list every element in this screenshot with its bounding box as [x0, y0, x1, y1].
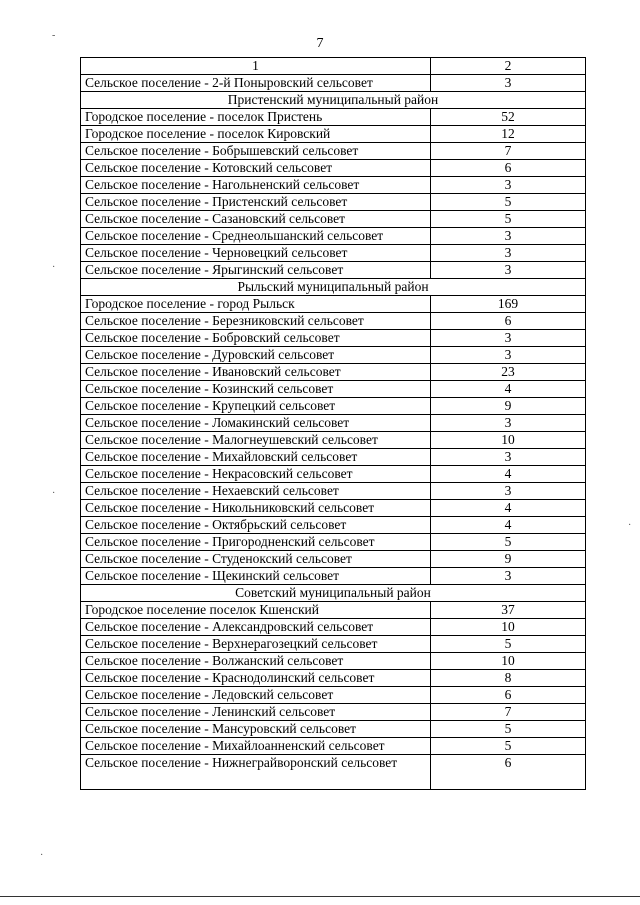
- settlement-value: 5: [431, 194, 586, 211]
- settlement-name: Сельское поселение - Пригородненский сельсовет: [81, 534, 431, 551]
- table-header-row: [81, 58, 586, 75]
- settlement-name: Сельское поселение - Некрасовский сельсовет: [81, 466, 431, 483]
- table-row: [81, 432, 586, 449]
- table-row: [81, 687, 586, 704]
- settlement-name: Сельское поселение - Малогнеушевский сельсовет: [81, 432, 431, 449]
- settlement-name: Сельское поселение - Березниковский сельсовет: [81, 313, 431, 330]
- settlement-value: 12: [431, 126, 586, 143]
- settlement-value: 3: [431, 347, 586, 364]
- table-row: [81, 721, 586, 738]
- page-number: 7: [316, 36, 324, 51]
- settlement-name: Городское поселение - город Рыльск: [81, 296, 431, 313]
- scan-mark: ·: [628, 520, 632, 531]
- table-row: [81, 296, 586, 313]
- district-name: Советский муниципальный район: [81, 585, 586, 602]
- table-row: [81, 177, 586, 194]
- settlement-value: 5: [431, 636, 586, 653]
- settlement-name: Сельское поселение - Михайловский сельсовет: [81, 449, 431, 466]
- settlement-name: Сельское поселение - Нижнеграйворонский сельсовет: [81, 755, 431, 790]
- settlement-value: 52: [431, 109, 586, 126]
- table-body: [81, 58, 586, 790]
- table-row: [81, 500, 586, 517]
- settlement-name: Сельское поселение - Дуровский сельсовет: [81, 347, 431, 364]
- table-row: [81, 602, 586, 619]
- table-row: [81, 738, 586, 755]
- settlement-name: Сельское поселение - Александровский сельсовет: [81, 619, 431, 636]
- table-row: [81, 126, 586, 143]
- table-row: [81, 364, 586, 381]
- settlement-value: 6: [431, 160, 586, 177]
- table-row: [81, 483, 586, 500]
- settlement-value: 3: [431, 568, 586, 585]
- settlement-name: Сельское поселение - Ледовский сельсовет: [81, 687, 431, 704]
- settlement-name: Сельское поселение - Сазановский сельсовет: [81, 211, 431, 228]
- scan-mark: ·: [40, 850, 44, 861]
- table-row: [81, 670, 586, 687]
- scan-mark: -: [52, 30, 56, 41]
- settlement-value: 37: [431, 602, 586, 619]
- settlement-value: 7: [431, 704, 586, 721]
- settlement-value: 5: [431, 738, 586, 755]
- settlement-value: 3: [431, 483, 586, 500]
- table-row: [81, 398, 586, 415]
- settlement-value: 5: [431, 211, 586, 228]
- settlement-value: 6: [431, 755, 586, 790]
- settlement-name: Городское поселение - поселок Кировский: [81, 126, 431, 143]
- settlement-value: 3: [431, 245, 586, 262]
- table-row: [81, 143, 586, 160]
- table-row: [81, 636, 586, 653]
- settlement-name: Сельское поселение - Студенокский сельсовет: [81, 551, 431, 568]
- table-row: [81, 211, 586, 228]
- settlement-name: Сельское поселение - Щекинский сельсовет: [81, 568, 431, 585]
- table-row: [81, 109, 586, 126]
- settlement-name: Сельское поселение - Ломакинский сельсовет: [81, 415, 431, 432]
- table-row: [81, 551, 586, 568]
- table-row: [81, 449, 586, 466]
- settlement-name: Сельское поселение - 2-й Поныровский сельсовет: [81, 75, 431, 92]
- settlement-name: Сельское поселение - Волжанский сельсовет: [81, 653, 431, 670]
- table-row: [81, 466, 586, 483]
- table-row: [81, 534, 586, 551]
- district-section-row: [81, 585, 586, 602]
- settlement-value: 8: [431, 670, 586, 687]
- settlement-value: 4: [431, 500, 586, 517]
- settlement-name: Городское поселение поселок Кшенский: [81, 602, 431, 619]
- settlement-value: 3: [431, 75, 586, 92]
- table-row: [81, 381, 586, 398]
- settlement-value: 3: [431, 228, 586, 245]
- district-name: Пристенский муниципальный район: [81, 92, 586, 109]
- settlement-value: 3: [431, 449, 586, 466]
- column-1-header: 1: [81, 58, 431, 75]
- settlement-value: 10: [431, 619, 586, 636]
- settlement-value: 4: [431, 381, 586, 398]
- table-row: [81, 313, 586, 330]
- settlements-table: [80, 57, 586, 790]
- settlement-value: 3: [431, 177, 586, 194]
- settlement-name: Городское поселение - поселок Пристень: [81, 109, 431, 126]
- table-row: [81, 75, 586, 92]
- settlement-name: Сельское поселение - Бобрышевский сельсовет: [81, 143, 431, 160]
- settlement-name: Сельское поселение - Октябрьский сельсовет: [81, 517, 431, 534]
- table-row: [81, 245, 586, 262]
- district-section-row: [81, 279, 586, 296]
- settlement-value: 5: [431, 721, 586, 738]
- settlement-value: 6: [431, 313, 586, 330]
- settlement-name: Сельское поселение - Краснодолинский сельсовет: [81, 670, 431, 687]
- settlement-value: 3: [431, 415, 586, 432]
- table-row: [81, 517, 586, 534]
- table-row: [81, 619, 586, 636]
- settlement-name: Сельское поселение - Крупецкий сельсовет: [81, 398, 431, 415]
- settlement-name: Сельское поселение - Пристенский сельсовет: [81, 194, 431, 211]
- table-row: [81, 347, 586, 364]
- settlement-value: 10: [431, 653, 586, 670]
- settlement-value: 4: [431, 466, 586, 483]
- column-2-header: 2: [431, 58, 586, 75]
- settlement-name: Сельское поселение - Нехаевский сельсовет: [81, 483, 431, 500]
- settlement-value: 10: [431, 432, 586, 449]
- scan-mark: ·: [52, 262, 56, 273]
- settlement-name: Сельское поселение - Бобровский сельсовет: [81, 330, 431, 347]
- table-row: [81, 653, 586, 670]
- settlement-name: Сельское поселение - Никольниковский сельсовет: [81, 500, 431, 517]
- settlement-name: Сельское поселение - Среднеольшанский сельсовет: [81, 228, 431, 245]
- settlement-value: 6: [431, 687, 586, 704]
- table-row: [81, 755, 586, 790]
- settlement-name: Сельское поселение - Мансуровский сельсовет: [81, 721, 431, 738]
- settlement-value: 9: [431, 398, 586, 415]
- table-row: [81, 160, 586, 177]
- table-row: [81, 262, 586, 279]
- settlement-value: 4: [431, 517, 586, 534]
- table-row: [81, 228, 586, 245]
- district-section-row: [81, 92, 586, 109]
- settlement-name: Сельское поселение - Нагольненский сельсовет: [81, 177, 431, 194]
- page-bottom-edge: [0, 896, 640, 897]
- settlement-name: Сельское поселение - Козинский сельсовет: [81, 381, 431, 398]
- table-row: [81, 568, 586, 585]
- settlement-value: 3: [431, 262, 586, 279]
- settlement-value: 23: [431, 364, 586, 381]
- table-row: [81, 415, 586, 432]
- settlement-name: Сельское поселение - Ярыгинский сельсовет: [81, 262, 431, 279]
- settlement-name: Сельское поселение - Ивановский сельсовет: [81, 364, 431, 381]
- settlement-name: Сельское поселение - Черновецкий сельсовет: [81, 245, 431, 262]
- table-row: [81, 194, 586, 211]
- settlement-value: 9: [431, 551, 586, 568]
- settlement-name: Сельское поселение - Верхнерагозецкий сельсовет: [81, 636, 431, 653]
- settlement-value: 169: [431, 296, 586, 313]
- settlement-name: Сельское поселение - Котовский сельсовет: [81, 160, 431, 177]
- table-row: [81, 704, 586, 721]
- settlement-value: 3: [431, 330, 586, 347]
- scan-mark: ·: [52, 488, 56, 499]
- settlement-value: 7: [431, 143, 586, 160]
- settlement-name: Сельское поселение - Ленинский сельсовет: [81, 704, 431, 721]
- settlement-name: Сельское поселение - Михайлоанненский сельсовет: [81, 738, 431, 755]
- district-name: Рыльский муниципальный район: [81, 279, 586, 296]
- table-row: [81, 330, 586, 347]
- settlement-value: 5: [431, 534, 586, 551]
